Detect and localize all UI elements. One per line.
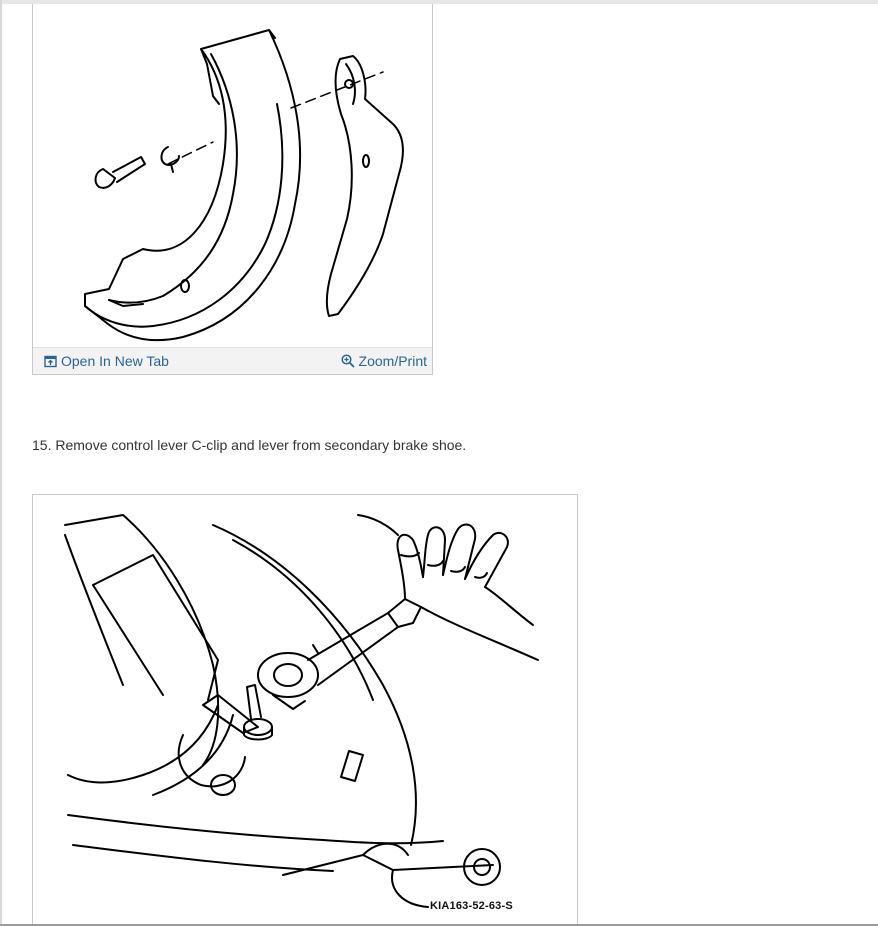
zoom-in-icon — [341, 354, 355, 368]
figure-id-label: KIA163-52-63-S — [430, 900, 513, 912]
c-clip-removal-figure — [32, 494, 578, 926]
zoom-print-label: Zoom/Print — [358, 353, 427, 369]
brake-shoe-figure — [32, 4, 433, 375]
c-clip-removal-illustration — [33, 495, 578, 926]
figure-toolbar — [33, 347, 432, 374]
brake-shoe-illustration — [33, 4, 434, 348]
left-edge — [0, 0, 2, 926]
open-new-tab-label: Open In New Tab — [61, 353, 169, 369]
step-instruction: 15. Remove control lever C-clip and lever from secondary brake shoe. — [32, 437, 467, 453]
open-new-tab-icon — [44, 355, 57, 368]
zoom-print-button[interactable] — [341, 353, 427, 369]
open-new-tab-button[interactable] — [44, 353, 169, 369]
